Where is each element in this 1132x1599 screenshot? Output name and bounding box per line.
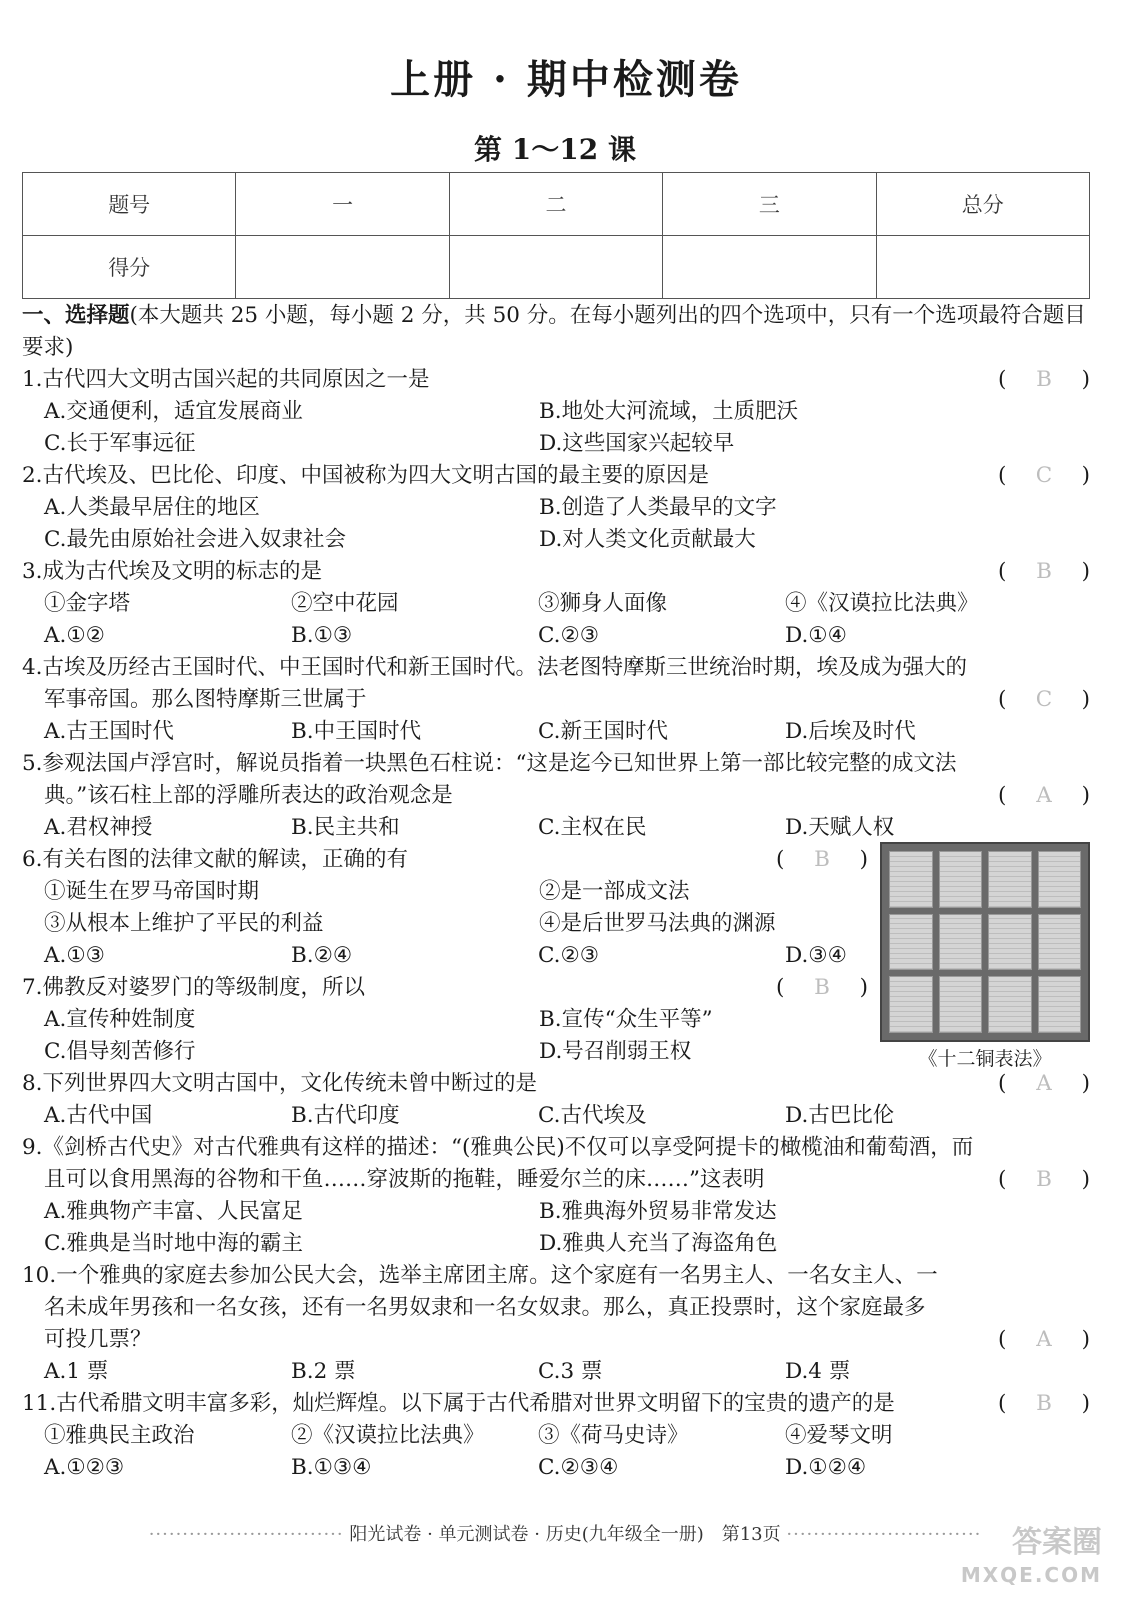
score-table-score-row xyxy=(23,236,1090,299)
option-d[interactable]: D.古巴比伦 xyxy=(785,1103,895,1128)
item-3: ③狮身人面像 xyxy=(538,591,668,616)
question-text: 2.古代埃及、巴比伦、印度、中国被称为四大文明古国的最主要的原因是 xyxy=(22,463,710,488)
question-text-cont: 典。”该石柱上部的浮雕所表达的政治观念是 xyxy=(44,783,453,808)
figure-caption: 《十二铜表法》 xyxy=(918,1048,1052,1070)
watermark-domain: MXQE.COM xyxy=(960,1563,1102,1587)
section-heading: 一、选择题 xyxy=(22,303,130,328)
option-row xyxy=(22,428,1090,460)
tablet-image xyxy=(889,851,933,908)
item-row xyxy=(22,1420,1090,1452)
question-text: 8.下列世界四大文明古国中，文化传统未曾中断过的是 xyxy=(22,1071,538,1096)
answer-box[interactable]: ( B ) xyxy=(776,844,868,876)
option-d[interactable]: D.①④ xyxy=(785,623,847,648)
option-a[interactable]: A.雅典物产丰富、人民富足 xyxy=(44,1199,303,1224)
option-c[interactable]: C.②③ xyxy=(538,943,600,968)
item-2: ②是一部成文法 xyxy=(539,879,690,904)
answer-letter: B xyxy=(1036,1391,1052,1416)
answer-letter: B xyxy=(1036,367,1052,392)
site-watermark-logo xyxy=(961,1527,1102,1591)
option-d[interactable]: D.对人类文化贡献最大 xyxy=(539,527,756,552)
option-d[interactable]: D.后埃及时代 xyxy=(785,719,916,744)
answer-box[interactable]: ( C ) xyxy=(998,460,1090,492)
answer-letter: C xyxy=(1035,687,1053,712)
score-cell-total: 总分 xyxy=(876,173,1089,236)
answer-box[interactable]: ( A ) xyxy=(998,1324,1090,1356)
option-a[interactable]: A.交通便利，适宜发展商业 xyxy=(44,399,303,424)
question-stem xyxy=(22,364,1090,396)
option-row xyxy=(22,716,1090,748)
score-input-total[interactable] xyxy=(876,236,1089,299)
option-a[interactable]: A.宣传种姓制度 xyxy=(44,1007,196,1032)
footer-text: 阳光试卷 · 单元测试卷 · 历史(九年级全一册) 第13页 xyxy=(349,1524,781,1545)
tablet-image xyxy=(1038,851,1082,908)
item-1: ①雅典民主政治 xyxy=(44,1423,195,1448)
question-stem xyxy=(22,1260,1090,1292)
section-instructions xyxy=(22,300,1090,364)
option-b[interactable]: B.宣传“众生平等” xyxy=(539,1007,713,1032)
tablet-image xyxy=(939,914,983,971)
option-d[interactable]: D.4 票 xyxy=(785,1359,851,1384)
option-d[interactable]: D.雅典人充当了海盗角色 xyxy=(539,1231,778,1256)
tablet-image xyxy=(1038,976,1082,1033)
option-b[interactable]: B.2 票 xyxy=(291,1359,356,1384)
answer-box[interactable]: ( B ) xyxy=(776,972,868,1004)
option-b[interactable]: B.②④ xyxy=(291,943,353,968)
option-b[interactable]: B.地处大河流域，土质肥沃 xyxy=(539,399,799,424)
question-text: 4.古埃及历经古王国时代、中王国时代和新王国时代。法老图特摩斯三世统治时期，埃及成为强大的 xyxy=(22,655,968,680)
score-cell-label: 题号 xyxy=(23,173,236,236)
option-d[interactable]: D.③④ xyxy=(785,943,847,968)
question-stem xyxy=(22,652,1090,684)
option-b[interactable]: B.民主共和 xyxy=(291,815,400,840)
question-text: 3.成为古代埃及文明的标志的是 xyxy=(22,559,323,584)
question-text: 10.一个雅典的家庭去参加公民大会，选举主席团主席。这个家庭有一名男主人、一名女主人、一 xyxy=(22,1263,938,1288)
item-2: ②《汉谟拉比法典》 xyxy=(291,1423,485,1448)
option-a[interactable]: A.1 票 xyxy=(44,1359,109,1384)
twelve-tables-image xyxy=(880,842,1090,1042)
option-c[interactable]: C.最先由原始社会进入奴隶社会 xyxy=(44,527,347,552)
tablet-image xyxy=(988,851,1032,908)
question-stem xyxy=(22,748,1090,780)
option-a[interactable]: A.①③ xyxy=(44,943,105,968)
question-stem xyxy=(22,1132,1090,1164)
option-b[interactable]: B.雅典海外贸易非常发达 xyxy=(539,1199,777,1224)
option-row xyxy=(22,492,1090,524)
question-stem-cont xyxy=(22,1324,1090,1356)
option-d[interactable]: D.号召削弱王权 xyxy=(539,1039,692,1064)
option-b[interactable]: B.中王国时代 xyxy=(291,719,422,744)
watermark-title: 答案圈 xyxy=(1012,1525,1102,1560)
footer-divider-left: ····························· xyxy=(148,1524,344,1545)
option-d[interactable]: D.①②④ xyxy=(785,1455,867,1480)
question-stem-cont xyxy=(22,1292,1090,1324)
item-2: ②空中花园 xyxy=(291,591,399,616)
option-row xyxy=(22,620,1090,652)
question-stem xyxy=(22,460,1090,492)
option-c[interactable]: C.主权在民 xyxy=(538,815,647,840)
question-text: 11.古代希腊文明丰富多彩，灿烂辉煌。以下属于古代希腊对世界文明留下的宝贵的遗产的是 xyxy=(22,1391,895,1416)
option-b[interactable]: B.①③ xyxy=(291,623,353,648)
option-c[interactable]: C.新王国时代 xyxy=(538,719,669,744)
item-4: ④爱琴文明 xyxy=(785,1423,893,1448)
option-row xyxy=(22,1356,1090,1388)
option-row xyxy=(22,1452,1090,1484)
item-row xyxy=(22,588,1090,620)
option-d[interactable]: D.这些国家兴起较早 xyxy=(539,431,735,456)
item-1: ①诞生在罗马帝国时期 xyxy=(44,879,260,904)
item-4: ④是后世罗马法典的渊源 xyxy=(539,911,776,936)
question-text: 7.佛教反对婆罗门的等级制度，所以 xyxy=(22,975,366,1000)
item-1: ①金字塔 xyxy=(44,591,131,616)
option-row xyxy=(22,524,1090,556)
option-row xyxy=(22,1196,1090,1228)
answer-box[interactable]: ( B ) xyxy=(998,364,1090,396)
option-d[interactable]: D.天赋人权 xyxy=(785,815,895,840)
option-b[interactable]: B.创造了人类最早的文字 xyxy=(539,495,777,520)
option-row xyxy=(22,1228,1090,1260)
tablet-image xyxy=(1038,914,1082,971)
answer-letter: B xyxy=(1036,559,1052,584)
item-4: ④《汉谟拉比法典》 xyxy=(785,591,979,616)
question-text-cont: 名未成年男孩和一名女孩，还有一名男奴隶和一名女奴隶。那么，真正投票时，这个家庭最多 xyxy=(44,1295,926,1320)
question-text: 6.有关右图的法律文献的解读，正确的有 xyxy=(22,847,409,872)
question-stem-cont xyxy=(22,1164,1090,1196)
tablet-image xyxy=(939,976,983,1033)
question-text: 1.古代四大文明古国兴起的共同原因之一是 xyxy=(22,367,430,392)
option-c[interactable]: C.②③④ xyxy=(538,1455,619,1480)
score-input-part2[interactable] xyxy=(449,236,662,299)
option-a[interactable]: A.古王国时代 xyxy=(44,719,174,744)
option-b[interactable]: B.古代印度 xyxy=(291,1103,400,1128)
answer-box[interactable]: ( B ) xyxy=(998,556,1090,588)
option-c[interactable]: C.长于军事远征 xyxy=(44,431,196,456)
tablet-image xyxy=(988,976,1032,1033)
question-stem xyxy=(22,1388,1090,1420)
answer-letter: A xyxy=(1036,1071,1052,1096)
option-a[interactable]: A.①② xyxy=(44,623,105,648)
section-instructions-text: (本大题共 25 小题，每小题 2 分，共 50 分。在每小题列出的四个选项中，只有一个选项最符合题目要求) xyxy=(22,303,1086,360)
item-3: ③《荷马史诗》 xyxy=(538,1423,689,1448)
question-text-cont: 且可以食用黑海的谷物和干鱼……穿波斯的拖鞋，睡爱尔兰的床……”这表明 xyxy=(44,1167,765,1192)
footer-divider-right: ····························· xyxy=(786,1524,982,1545)
question-text-cont: 军事帝国。那么图特摩斯三世属于 xyxy=(44,687,367,712)
answer-box[interactable]: ( B ) xyxy=(998,1388,1090,1420)
score-row-label: 得分 xyxy=(23,236,236,299)
score-cell-part2: 二 xyxy=(449,173,662,236)
answer-letter: B xyxy=(814,847,830,872)
score-table xyxy=(22,172,1090,299)
question-stem xyxy=(22,1068,1090,1100)
option-a[interactable]: A.人类最早居住的地区 xyxy=(44,495,260,520)
answer-letter: C xyxy=(1035,463,1053,488)
answer-letter: A xyxy=(1036,1327,1052,1352)
answer-letter: B xyxy=(1036,1167,1052,1192)
option-c[interactable]: C.3 票 xyxy=(538,1359,603,1384)
option-c[interactable]: C.雅典是当时地中海的霸主 xyxy=(44,1231,304,1256)
option-row xyxy=(22,396,1090,428)
score-input-part3[interactable] xyxy=(663,236,876,299)
tablet-image xyxy=(939,851,983,908)
page-subtitle: 第 1～12 课 xyxy=(474,133,636,166)
answer-box[interactable]: ( A ) xyxy=(998,780,1090,812)
tablet-image xyxy=(988,914,1032,971)
answer-box[interactable]: ( B ) xyxy=(998,1164,1090,1196)
option-c[interactable]: C.倡导刻苦修行 xyxy=(44,1039,196,1064)
score-input-part1[interactable] xyxy=(236,236,449,299)
score-table-header-row xyxy=(23,173,1090,236)
option-c[interactable]: C.古代埃及 xyxy=(538,1103,647,1128)
tablet-image xyxy=(889,914,933,971)
question-text-cont: 可投几票？ xyxy=(44,1327,152,1352)
answer-letter: A xyxy=(1036,783,1052,808)
question-text: 5.参观法国卢浮宫时，解说员指着一块黑色石柱说：“这是迄今已知世界上第一部比较完整的成文法 xyxy=(22,751,957,776)
option-b[interactable]: B.①③④ xyxy=(291,1455,372,1480)
tablet-image xyxy=(889,976,933,1033)
option-c[interactable]: C.②③ xyxy=(538,623,600,648)
option-row xyxy=(22,812,1090,844)
question-stem xyxy=(22,556,1090,588)
question-text: 9.《剑桥古代史》对古代雅典有这样的描述：“(雅典公民)不仅可以享受阿提卡的橄榄油和葡萄酒，而 xyxy=(22,1135,974,1160)
answer-letter: B xyxy=(814,975,830,1000)
answer-box[interactable]: ( A ) xyxy=(998,1068,1090,1100)
option-a[interactable]: A.古代中国 xyxy=(44,1103,153,1128)
page-footer xyxy=(60,1520,1070,1546)
option-a[interactable]: A.①②③ xyxy=(44,1455,125,1480)
page-title: 上册 · 期中检测卷 xyxy=(390,56,742,103)
item-3: ③从根本上维护了平民的利益 xyxy=(44,911,324,936)
option-a[interactable]: A.君权神授 xyxy=(44,815,153,840)
score-cell-part3: 三 xyxy=(663,173,876,236)
answer-box[interactable]: ( C ) xyxy=(998,684,1090,716)
score-cell-part1: 一 xyxy=(236,173,449,236)
question-stem-cont xyxy=(22,684,1090,716)
question-stem-cont xyxy=(22,780,1090,812)
option-row xyxy=(22,1100,1090,1132)
